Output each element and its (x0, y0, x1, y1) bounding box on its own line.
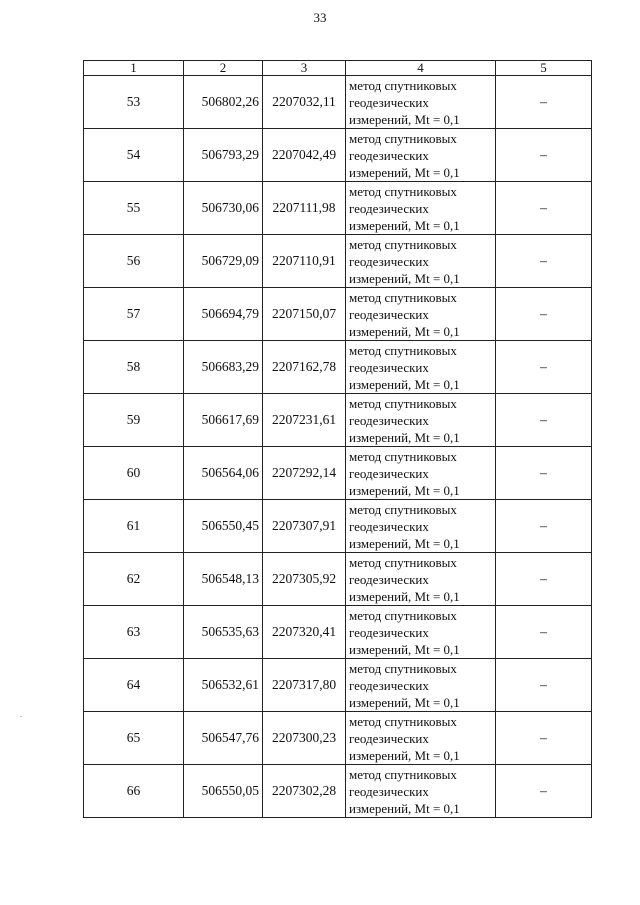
method-cell (346, 553, 496, 606)
table-row (84, 182, 592, 235)
note-cell: – (496, 447, 592, 500)
method-text-line: метод спутниковых (349, 395, 457, 411)
method-text-line: метод спутниковых (349, 183, 457, 199)
method-text-line: метод спутниковых (349, 766, 457, 782)
point-number-cell: 64 (84, 659, 184, 712)
method-text-line: геодезических (349, 359, 429, 375)
table-row (84, 235, 592, 288)
y-coordinate-cell: 2207231,61 (263, 394, 346, 447)
x-coordinate-cell: 506730,06 (184, 182, 263, 235)
header-cell-5: 5 (496, 61, 592, 76)
method-cell (346, 606, 496, 659)
x-coordinate-cell: 506564,06 (184, 447, 263, 500)
x-coordinate-cell: 506547,76 (184, 712, 263, 765)
table-row (84, 76, 592, 129)
method-text-line: метод спутниковых (349, 77, 457, 93)
method-cell (346, 235, 496, 288)
x-coordinate-cell: 506729,09 (184, 235, 263, 288)
method-text-line: геодезических (349, 200, 429, 216)
table-row (84, 500, 592, 553)
x-coordinate-cell: 506550,45 (184, 500, 263, 553)
header-cell-1: 1 (84, 61, 184, 76)
x-coordinate-cell: 506694,79 (184, 288, 263, 341)
x-coordinate-cell: 506802,26 (184, 76, 263, 129)
y-coordinate-cell: 2207042,49 (263, 129, 346, 182)
y-coordinate-cell: 2207307,91 (263, 500, 346, 553)
method-cell (346, 447, 496, 500)
table-row (84, 129, 592, 182)
point-number-cell: 59 (84, 394, 184, 447)
method-text-line: измерений, Mt = 0,1 (349, 694, 460, 710)
method-cell (346, 129, 496, 182)
y-coordinate-cell: 2207150,07 (263, 288, 346, 341)
x-coordinate-cell: 506617,69 (184, 394, 263, 447)
note-cell: – (496, 341, 592, 394)
table-row (84, 394, 592, 447)
method-cell (346, 182, 496, 235)
table-row (84, 341, 592, 394)
method-text-line: измерений, Mt = 0,1 (349, 164, 460, 180)
method-text-line: измерений, Mt = 0,1 (349, 482, 460, 498)
table-row (84, 606, 592, 659)
note-cell: – (496, 765, 592, 818)
method-text-line: геодезических (349, 253, 429, 269)
y-coordinate-cell: 2207111,98 (263, 182, 346, 235)
method-text-line: метод спутниковых (349, 713, 457, 729)
point-number-cell: 58 (84, 341, 184, 394)
method-cell (346, 76, 496, 129)
header-cell-3: 3 (263, 61, 346, 76)
note-cell: – (496, 606, 592, 659)
method-text-line: измерений, Mt = 0,1 (349, 429, 460, 445)
point-number-cell: 56 (84, 235, 184, 288)
y-coordinate-cell: 2207162,78 (263, 341, 346, 394)
method-text-line: измерений, Mt = 0,1 (349, 800, 460, 816)
method-text-line: измерений, Mt = 0,1 (349, 747, 460, 763)
point-number-cell: 53 (84, 76, 184, 129)
note-cell: – (496, 553, 592, 606)
method-text-line: измерений, Mt = 0,1 (349, 641, 460, 657)
method-text-line: измерений, Mt = 0,1 (349, 270, 460, 286)
table-row (84, 447, 592, 500)
note-cell: – (496, 288, 592, 341)
method-text-line: измерений, Mt = 0,1 (349, 217, 460, 233)
point-number-cell: 62 (84, 553, 184, 606)
table-body (84, 61, 592, 818)
point-number-cell: 54 (84, 129, 184, 182)
note-cell: – (496, 235, 592, 288)
table-row (84, 288, 592, 341)
method-text-line: измерений, Mt = 0,1 (349, 535, 460, 551)
x-coordinate-cell: 506793,29 (184, 129, 263, 182)
method-text-line: метод спутниковых (349, 130, 457, 146)
method-text-line: метод спутниковых (349, 448, 457, 464)
point-number-cell: 57 (84, 288, 184, 341)
method-text-line: геодезических (349, 518, 429, 534)
method-text-line: метод спутниковых (349, 554, 457, 570)
note-cell: – (496, 712, 592, 765)
header-cell-4: 4 (346, 61, 496, 76)
y-coordinate-cell: 2207032,11 (263, 76, 346, 129)
point-number-cell: 63 (84, 606, 184, 659)
note-cell: – (496, 76, 592, 129)
x-coordinate-cell: 506532,61 (184, 659, 263, 712)
method-text-line: геодезических (349, 730, 429, 746)
y-coordinate-cell: 2207110,91 (263, 235, 346, 288)
method-text-line: геодезических (349, 571, 429, 587)
method-text-line: геодезических (349, 306, 429, 322)
table-row (84, 712, 592, 765)
method-text-line: геодезических (349, 94, 429, 110)
table-header-row (84, 61, 592, 76)
y-coordinate-cell: 2207320,41 (263, 606, 346, 659)
method-text-line: измерений, Mt = 0,1 (349, 376, 460, 392)
x-coordinate-cell: 506683,29 (184, 341, 263, 394)
margin-mark: . (20, 710, 22, 719)
method-text-line: метод спутниковых (349, 236, 457, 252)
method-text-line: геодезических (349, 783, 429, 799)
note-cell: – (496, 500, 592, 553)
note-cell: – (496, 182, 592, 235)
header-cell-2: 2 (184, 61, 263, 76)
x-coordinate-cell: 506535,63 (184, 606, 263, 659)
method-cell (346, 288, 496, 341)
note-cell: – (496, 659, 592, 712)
method-cell (346, 500, 496, 553)
method-text-line: метод спутниковых (349, 660, 457, 676)
method-text-line: геодезических (349, 677, 429, 693)
point-number-cell: 55 (84, 182, 184, 235)
method-text-line: метод спутниковых (349, 501, 457, 517)
x-coordinate-cell: 506550,05 (184, 765, 263, 818)
y-coordinate-cell: 2207305,92 (263, 553, 346, 606)
method-text-line: геодезических (349, 465, 429, 481)
point-number-cell: 60 (84, 447, 184, 500)
method-text-line: метод спутниковых (349, 289, 457, 305)
method-text-line: геодезических (349, 624, 429, 640)
point-number-cell: 66 (84, 765, 184, 818)
method-text-line: измерений, Mt = 0,1 (349, 111, 460, 127)
method-text-line: измерений, Mt = 0,1 (349, 588, 460, 604)
page-number: 33 (313, 10, 327, 25)
y-coordinate-cell: 2207300,23 (263, 712, 346, 765)
table-row (84, 765, 592, 818)
y-coordinate-cell: 2207317,80 (263, 659, 346, 712)
method-text-line: геодезических (349, 412, 429, 428)
method-cell (346, 394, 496, 447)
table-row (84, 659, 592, 712)
note-cell: – (496, 129, 592, 182)
note-cell: – (496, 394, 592, 447)
x-coordinate-cell: 506548,13 (184, 553, 263, 606)
method-cell (346, 765, 496, 818)
method-cell (346, 341, 496, 394)
table-row (84, 553, 592, 606)
method-text-line: метод спутниковых (349, 342, 457, 358)
method-text-line: геодезических (349, 147, 429, 163)
method-text-line: метод спутниковых (349, 607, 457, 623)
method-cell (346, 659, 496, 712)
method-cell (346, 712, 496, 765)
y-coordinate-cell: 2207302,28 (263, 765, 346, 818)
method-text-line: измерений, Mt = 0,1 (349, 323, 460, 339)
y-coordinate-cell: 2207292,14 (263, 447, 346, 500)
coordinates-table (83, 60, 592, 818)
point-number-cell: 65 (84, 712, 184, 765)
point-number-cell: 61 (84, 500, 184, 553)
